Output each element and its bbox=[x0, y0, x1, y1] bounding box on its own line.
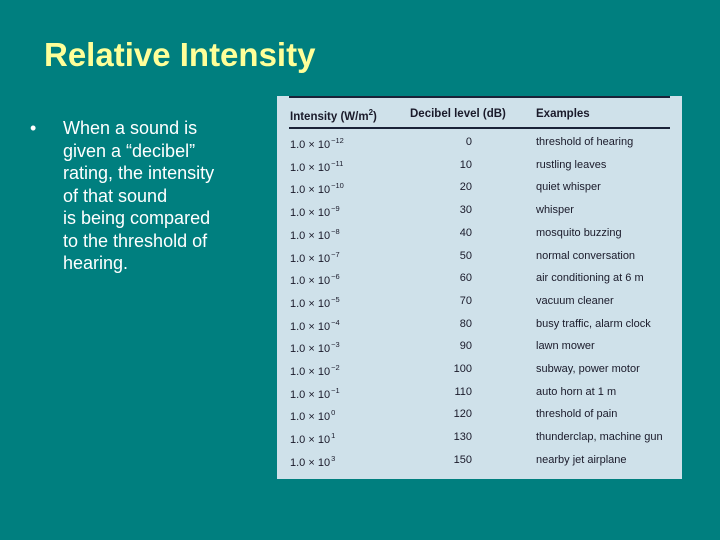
table-row bbox=[277, 386, 682, 409]
table-header-rule bbox=[289, 127, 670, 129]
bullet-line: rating, the intensity bbox=[63, 163, 215, 183]
table-row bbox=[277, 204, 682, 227]
example-cell: threshold of pain bbox=[536, 408, 618, 421]
example-cell: vacuum cleaner bbox=[536, 294, 614, 307]
intensity-cell: $1.0 \times 10^{-4}$ bbox=[290, 317, 340, 333]
table-row bbox=[277, 340, 682, 363]
decibel-cell: 10 bbox=[459, 158, 472, 171]
intensity-cell: $1.0 \times 10^{-3}$ bbox=[290, 340, 340, 356]
intensity-cell: $1.0 \times 10^{-5}$ bbox=[290, 294, 340, 310]
example-cell: thunderclap, machine gun bbox=[536, 431, 663, 444]
bullet-point bbox=[30, 117, 240, 275]
intensity-cell: $1.0 \times 10^{-10}$ bbox=[290, 181, 344, 197]
slide-title: Relative Intensity bbox=[44, 36, 316, 73]
example-cell: normal conversation bbox=[536, 249, 636, 262]
intensity-cell: $1.0 \times 10^{-6}$ bbox=[290, 272, 340, 288]
bullet-line: is being compared bbox=[63, 208, 211, 228]
table-row bbox=[277, 431, 682, 454]
example-cell: subway, power motor bbox=[536, 363, 640, 375]
decibel-cell: 90 bbox=[459, 340, 472, 353]
decibel-cell: 60 bbox=[459, 272, 472, 285]
intensity-cell: $1.0 \times 10^{-12}$ bbox=[290, 136, 344, 151]
example-cell: threshold of hearing bbox=[536, 136, 634, 148]
intensity-cell: $1.0 \times 10^1$ bbox=[290, 431, 336, 447]
header-decibel: Decibel level (dB) bbox=[410, 108, 506, 120]
decibel-cell: 120 bbox=[453, 408, 472, 421]
decibel-cell: 80 bbox=[459, 317, 472, 330]
table-row bbox=[277, 227, 682, 250]
intensity-table bbox=[277, 96, 682, 479]
example-cell: nearby jet airplane bbox=[536, 453, 627, 466]
intensity-cell: $1.0 \times 10^{-9}$ bbox=[290, 204, 340, 220]
table-row bbox=[277, 159, 682, 182]
table-top-rule bbox=[289, 96, 670, 98]
example-cell: quiet whisper bbox=[536, 181, 601, 194]
example-cell: whisper bbox=[536, 204, 574, 217]
header-intensity: Intensity $(W/m^2)$ bbox=[290, 108, 377, 123]
bullet-line: When a sound is bbox=[63, 118, 198, 138]
example-cell: busy traffic, alarm clock bbox=[536, 317, 651, 330]
example-cell: lawn mower bbox=[536, 340, 595, 353]
decibel-cell: 130 bbox=[453, 431, 472, 444]
example-cell: mosquito buzzing bbox=[536, 226, 622, 239]
decibel-cell: 30 bbox=[459, 204, 472, 217]
table-row bbox=[277, 181, 682, 204]
intensity-cell: $1.0 \times 10^{-7}$ bbox=[290, 249, 340, 265]
intensity-cell: $1.0 \times 10^{-8}$ bbox=[290, 226, 340, 242]
decibel-cell: 100 bbox=[453, 363, 472, 375]
decibel-cell: 50 bbox=[459, 249, 472, 262]
table-row bbox=[277, 408, 682, 431]
table-row bbox=[277, 454, 682, 477]
example-cell: rustling leaves bbox=[536, 158, 607, 171]
bullet-line: to the threshold of bbox=[63, 230, 208, 251]
intensity-cell: $1.0 \times 10^{-2}$ bbox=[290, 363, 340, 378]
table-row bbox=[277, 136, 682, 159]
decibel-cell: 40 bbox=[459, 226, 472, 239]
decibel-cell: 20 bbox=[459, 181, 472, 194]
bullet-icon: • bbox=[30, 118, 37, 138]
example-cell: air conditioning at 6 m bbox=[536, 272, 644, 285]
table-row bbox=[277, 250, 682, 273]
bullet-line: of that sound bbox=[63, 185, 168, 206]
bullet-line: given a “decibel” bbox=[63, 140, 196, 161]
header-examples: Examples bbox=[536, 108, 590, 120]
intensity-cell: $1.0 \times 10^{-11}$ bbox=[290, 158, 344, 174]
intensity-cell: $1.0 \times 10^0$ bbox=[290, 408, 336, 424]
decibel-cell: 70 bbox=[459, 294, 472, 307]
intensity-cell: $1.0 \times 10^3$ bbox=[290, 453, 336, 469]
table-row bbox=[277, 363, 682, 386]
bullet-text bbox=[63, 117, 240, 275]
decibel-cell: 110 bbox=[454, 385, 472, 398]
decibel-cell: 0 bbox=[465, 136, 472, 148]
table-row bbox=[277, 318, 682, 341]
example-cell: auto horn at 1 m bbox=[536, 385, 617, 398]
intensity-cell: $1.0 \times 10^{-1}$ bbox=[290, 385, 340, 401]
decibel-cell: 150 bbox=[453, 453, 472, 466]
table-row bbox=[277, 295, 682, 318]
bullet-line: hearing. bbox=[63, 253, 129, 273]
table-row bbox=[277, 272, 682, 295]
